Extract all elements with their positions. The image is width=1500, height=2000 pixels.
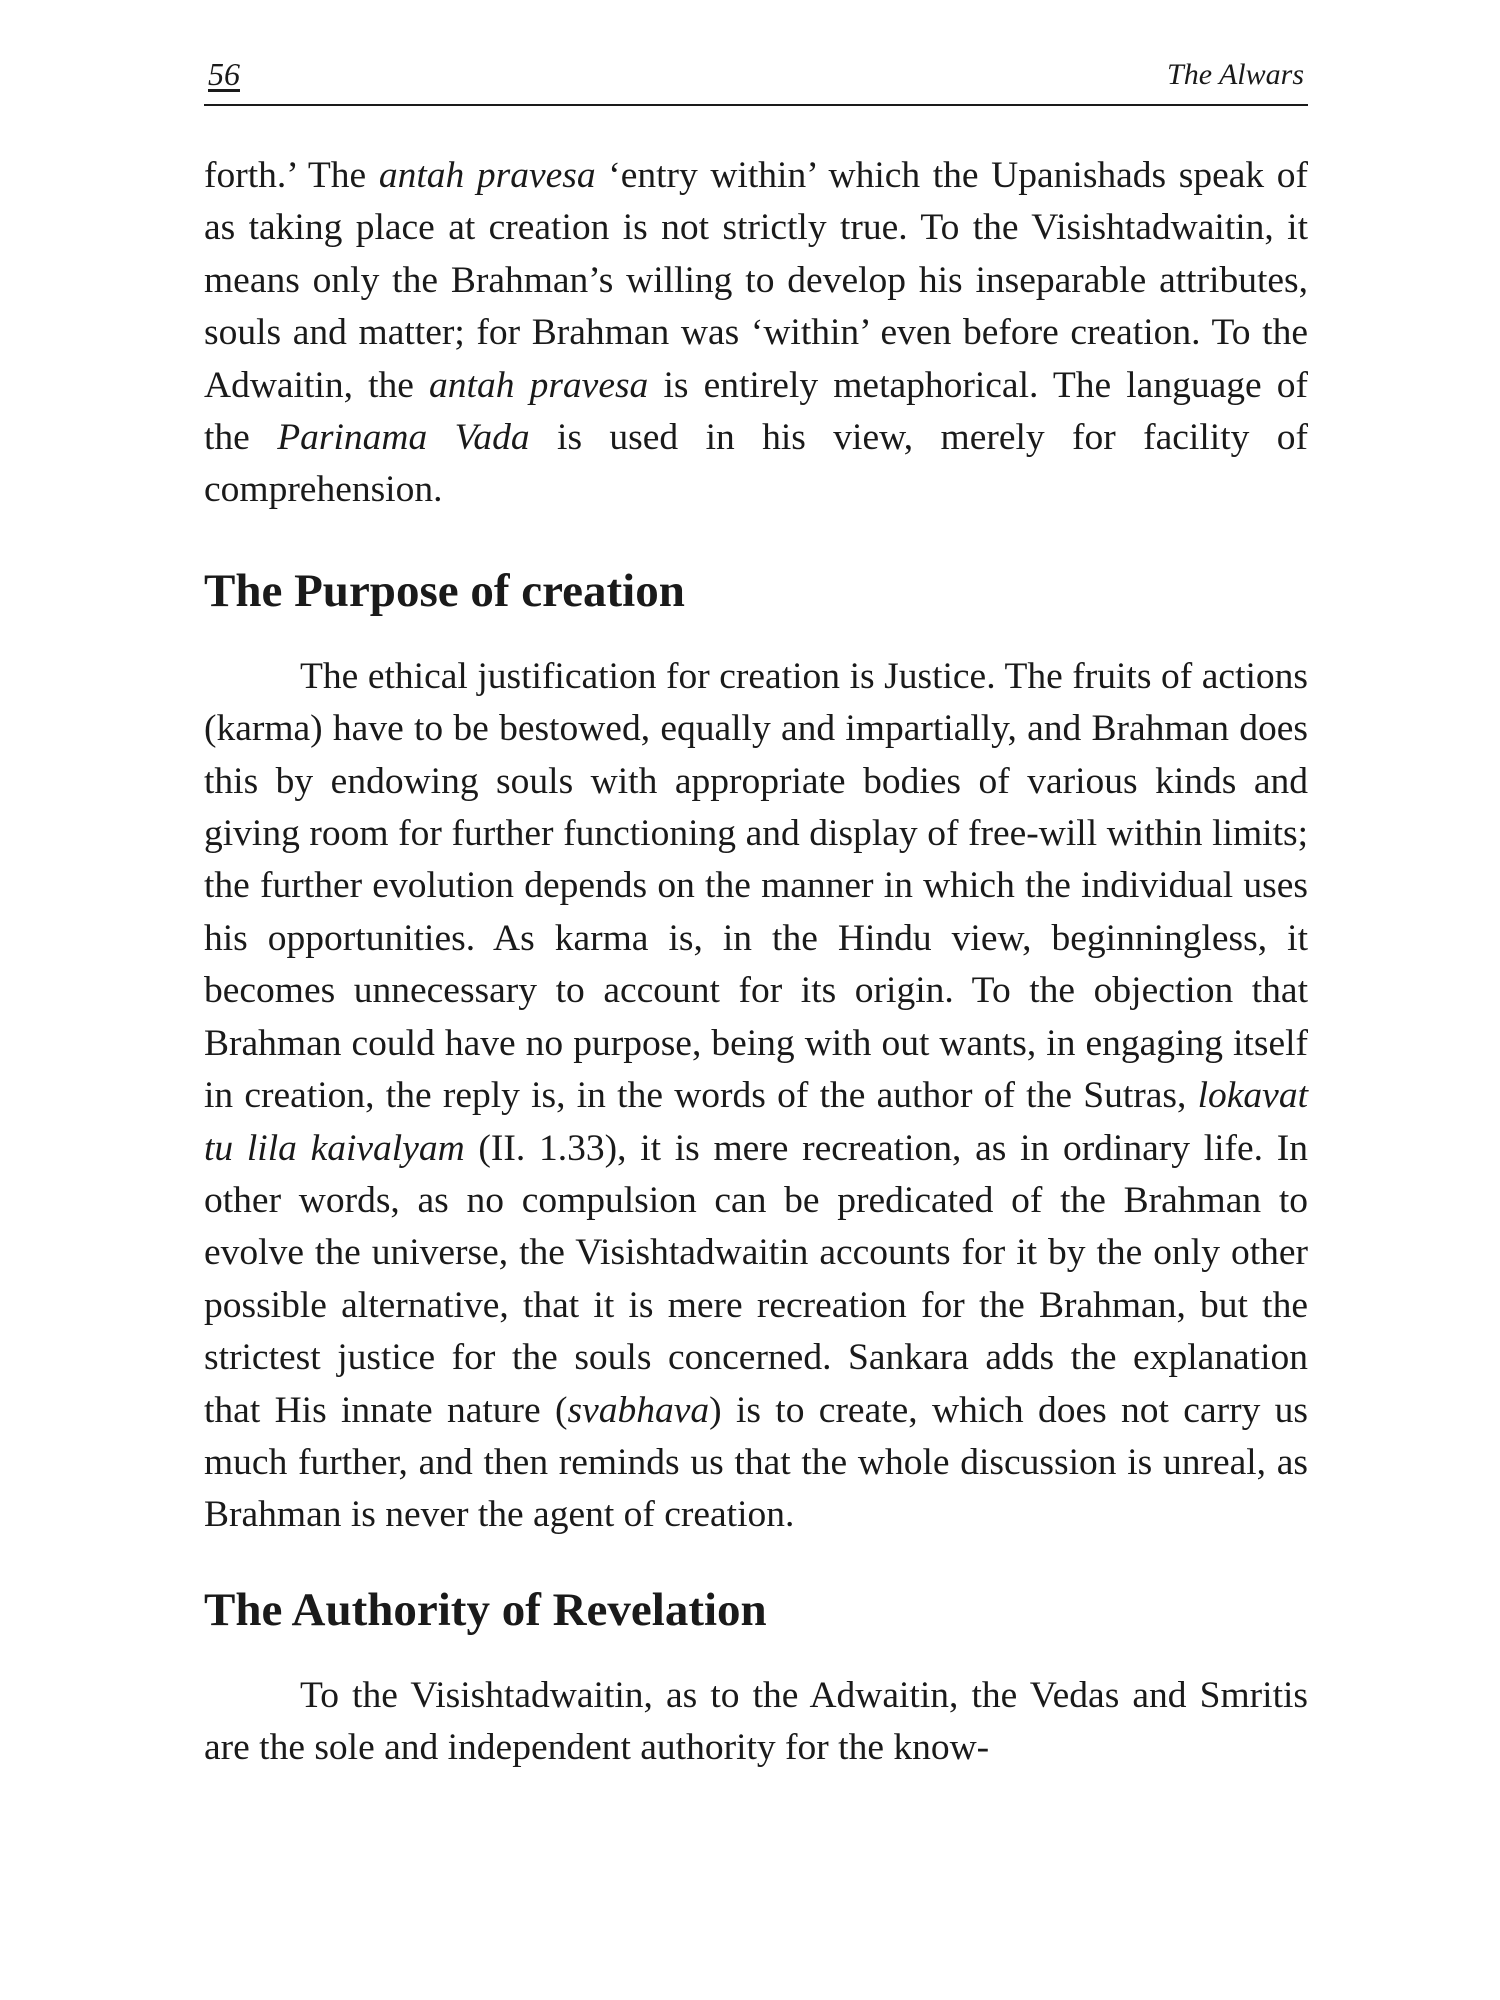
italic-term: antah pravesa: [378, 155, 596, 196]
running-title: The Alwars: [1167, 58, 1304, 91]
text-run: is used in his view, merely for facility of comprehension.: [204, 417, 1308, 511]
text-run: ) is to create, which does not carry us much further, and then reminds us that the whole discussion is unreal, as Brahman is never the agent of creation.: [204, 1389, 1308, 1536]
running-header: [204, 52, 1308, 106]
text-run: To the Visishtadwaitin, as to the Adwaitin, the Vedas and Smritis are the sole and independent authority for the know-: [204, 1674, 1308, 1769]
text-run: ‘entry within’ which the Upanishads speak of as taking place at creation is not strictly true. To the Visishtadwaitin, it means only the Brahman’s willing to develop his inseparable attributes, souls and matter; for Brahman was ‘within’ even before creation. To the Adwaitin, the: [204, 155, 1308, 406]
italic-term: svabhava: [567, 1389, 710, 1431]
page-number: 56: [208, 56, 240, 92]
text-run: is entirely metaphorical. The language of the: [204, 364, 1308, 459]
page-body: [204, 150, 1308, 1775]
italic-term: Parinama Vada: [277, 417, 530, 459]
text-run: forth.’ The: [204, 155, 379, 196]
text-run: The ethical justification for creation is Justice. The fruits of actions (karma) have to be bestowed, equally and impartially, and Brahman does this by endowing souls with appropriate bodies of various kinds and giving room for further functioning and display of free-will within limits; the further evolution depends on the manner in which the individual uses his opportunities. As karma is, in the Hindu view, beginningless, it becomes unnecessary to account for its origin. To the objection that Brahman could have no purpose, being with out wants, in engaging itself in creation, the reply is, in the words of the author of the Sutras,: [204, 655, 1308, 1117]
section-heading-purpose: The Purpose of creation: [204, 564, 685, 617]
text-run: (II. 1.33), it is mere recreation, as in ordinary life. In other words, as no compulsion can be predicated of the Brahman to evolve the universe, the Visishtadwaitin accounts for it by the only other possible alternative, that it is mere recreation for the Brahman, but the strictest justice for the souls concerned. Sankara adds the explanation that His innate nature (: [204, 1127, 1308, 1431]
paragraph-authority: [204, 1670, 1308, 1775]
paragraph-purpose: [204, 651, 1308, 1542]
paragraph-continuation: [204, 150, 1308, 517]
italic-term: antah pravesa: [429, 364, 649, 406]
section-heading-authority: The Authority of Revelation: [204, 1583, 767, 1636]
italic-term: lokavat tu lila kaivalyam: [204, 1075, 1308, 1169]
